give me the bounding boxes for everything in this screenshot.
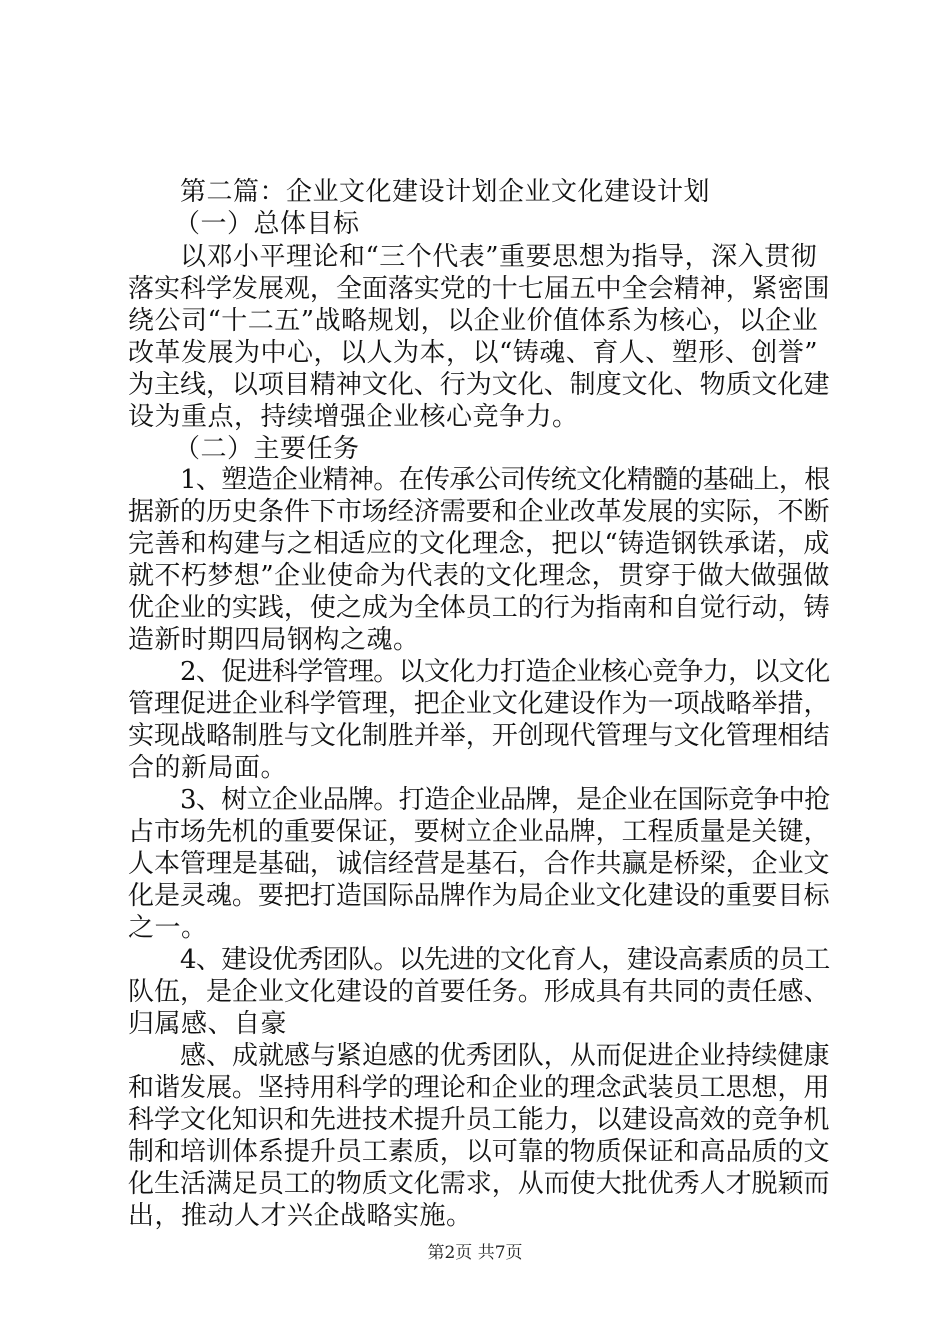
paragraph-line: 3、树立企业品牌。打造企业品牌，是企业在国际竞争中抢 <box>180 785 830 815</box>
section-heading: （二）主要任务 <box>174 434 360 464</box>
paragraph-line: 和谐发展。坚持用科学的理论和企业的理念武装员工思想，用 <box>128 1073 830 1103</box>
paragraph-line: 绕公司“十二五”战略规划，以企业价值体系为核心，以企业 <box>128 306 819 336</box>
paragraph-line: 改革发展为中心，以人为本，以“铸魂、育人、塑形、创誉” <box>128 338 819 368</box>
paragraph-line: 管理促进企业科学管理，把企业文化建设作为一项战略举措， <box>128 689 830 719</box>
paragraph-line: 制和培训体系提升员工素质，以可靠的物质保证和高品质的文 <box>128 1137 830 1167</box>
paragraph-line: 1、塑造企业精神。在传承公司传统文化精髓的基础上，根 <box>180 465 830 495</box>
section-heading: （一）总体目标 <box>174 209 360 239</box>
paragraph-line: 为主线，以项目精神文化、行为文化、制度文化、物质文化建 <box>128 370 830 400</box>
paragraph-line: 4、建设优秀团队。以先进的文化育人，建设高素质的员工 <box>180 945 830 975</box>
paragraph-line: 合的新局面。 <box>128 753 288 783</box>
paragraph-line: 化是灵魂。要把打造国际品牌作为局企业文化建设的重要目标 <box>128 881 830 911</box>
paragraph-line: 以邓小平理论和“三个代表”重要思想为指导，深入贯彻 <box>180 242 818 272</box>
paragraph-line: 完善和构建与之相适应的文化理念，把以“铸造钢铁承诺，成 <box>128 529 830 559</box>
paragraph-line: 2、促进科学管理。以文化力打造企业核心竞争力，以文化 <box>180 657 830 687</box>
paragraph-line: 科学文化知识和先进技术提升员工能力，以建设高效的竞争机 <box>128 1105 830 1135</box>
paragraph-line: 优企业的实践，使之成为全体员工的行为指南和自觉行动，铸 <box>128 593 830 623</box>
paragraph-line: 设为重点，持续增强企业核心竞争力。 <box>128 402 579 432</box>
page-footer: 第2页 共7页 <box>427 1243 523 1263</box>
paragraph-line: 人本管理是基础，诚信经营是基石，合作共赢是桥梁，企业文 <box>128 849 830 879</box>
paragraph-line: 归属感、自豪 <box>128 1009 288 1039</box>
paragraph-line: 占市场先机的重要保证，要树立企业品牌，工程质量是关键， <box>128 817 830 847</box>
paragraph-line: 落实科学发展观，全面落实党的十七届五中全会精神，紧密围 <box>128 274 830 304</box>
paragraph-line: 队伍，是企业文化建设的首要任务。形成具有共同的责任感、 <box>128 977 830 1007</box>
document-title: 第二篇：企业文化建设计划企业文化建设计划 <box>180 177 711 207</box>
paragraph-line: 化生活满足员工的物质文化需求，从而使大批优秀人才脱颖而 <box>128 1169 830 1199</box>
paragraph-line: 感、成就感与紧迫感的优秀团队，从而促进企业持续健康 <box>180 1041 830 1071</box>
paragraph-line: 实现战略制胜与文化制胜并举，开创现代管理与文化管理相结 <box>128 721 830 751</box>
paragraph-line: 之一。 <box>128 913 208 943</box>
paragraph-line: 就不朽梦想”企业使命为代表的文化理念，贯穿于做大做强做 <box>128 561 830 591</box>
paragraph-line: 据新的历史条件下市场经济需要和企业改革发展的实际，不断 <box>128 497 830 527</box>
paragraph-line: 造新时期四局钢构之魂。 <box>128 625 420 655</box>
paragraph-line: 出，推动人才兴企战略实施。 <box>128 1201 473 1231</box>
